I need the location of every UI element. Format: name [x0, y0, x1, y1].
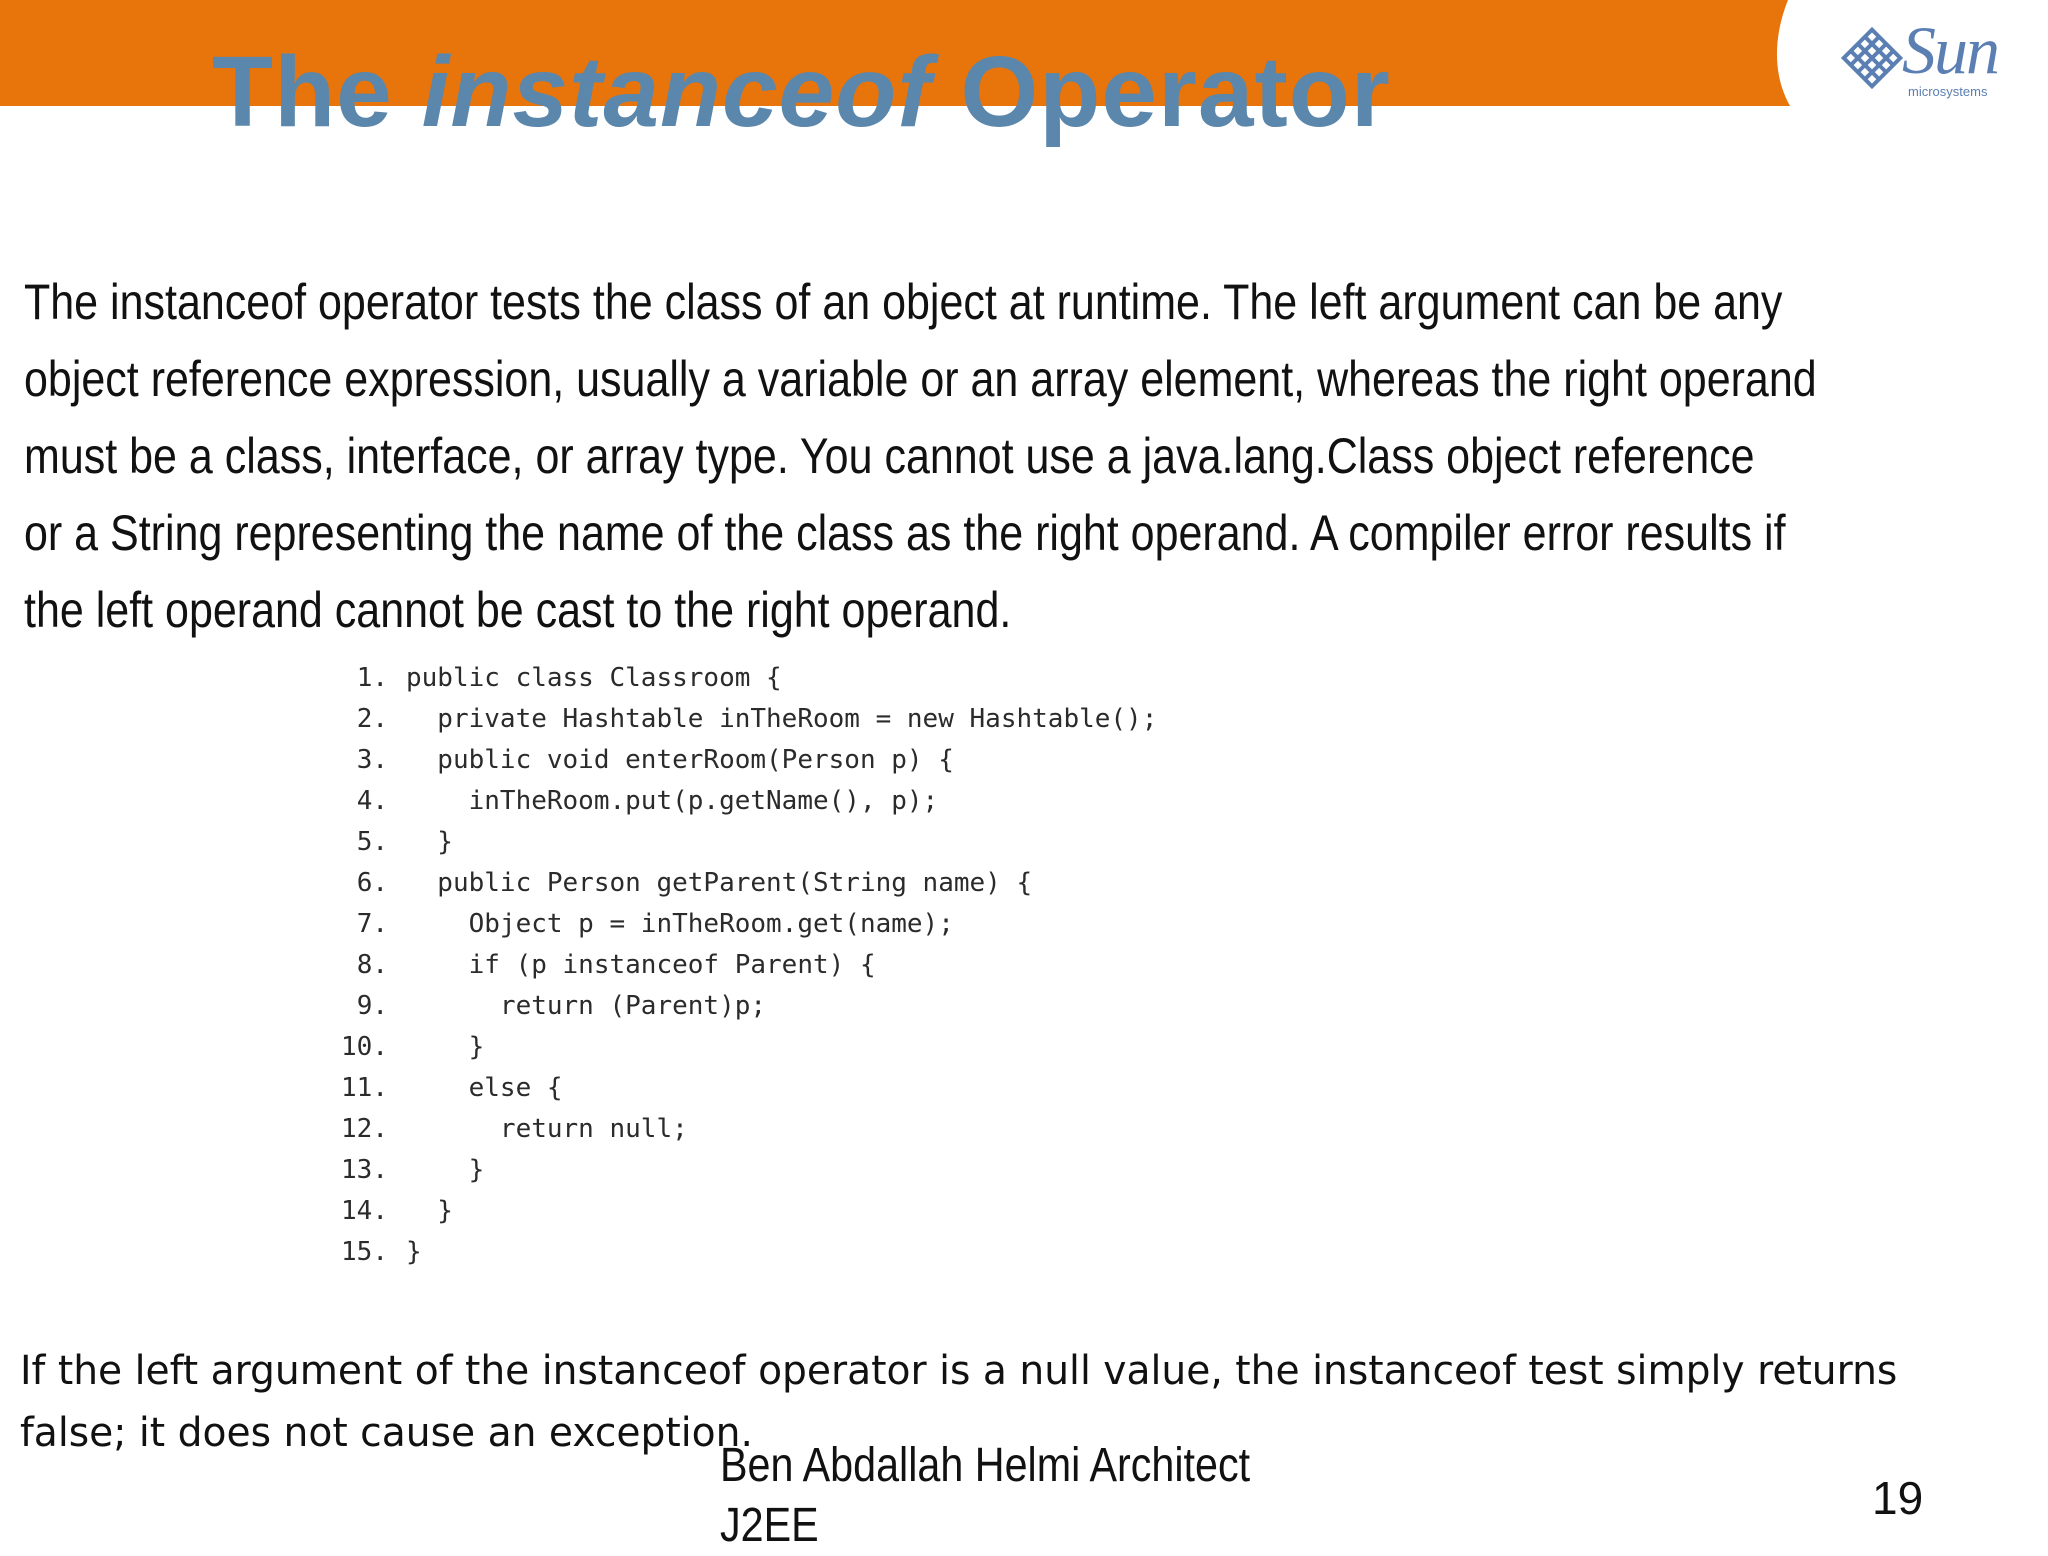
code-line-text: } — [406, 1237, 422, 1267]
code-line-number: 3. — [356, 745, 388, 775]
code-line-number: 8. — [356, 950, 388, 980]
code-line-text: else { — [406, 1073, 563, 1103]
code-line-number: 9. — [356, 991, 388, 1021]
intro-line: the left operand cannot be cast to the right operand. — [24, 582, 1012, 638]
code-line — [336, 699, 1236, 740]
code-line-number: 4. — [356, 786, 388, 816]
note-line: If the left argument of the instanceof operator is a null value, the instanceof test simply returns — [20, 1348, 1898, 1394]
code-line — [336, 822, 1236, 863]
title-keyword: instanceof — [421, 36, 932, 148]
code-line-text: return null; — [406, 1114, 688, 1144]
code-line-number: 7. — [356, 909, 388, 939]
code-line-number: 13. — [341, 1155, 388, 1185]
sun-logo — [1838, 12, 2018, 102]
intro-line: The instanceof operator tests the class of an object at runtime. The left argument can be any — [24, 274, 1783, 330]
intro-line: or a String representing the name of the class as the right operand. A compiler error results if — [24, 505, 1786, 561]
code-line — [336, 986, 1236, 1027]
code-line-number: 5. — [356, 827, 388, 857]
code-line-text: } — [406, 1196, 453, 1226]
logo-wordmark: Sun — [1902, 12, 1998, 88]
code-line-number: 2. — [356, 704, 388, 734]
intro-clip — [0, 255, 2048, 638]
code-line — [336, 1068, 1236, 1109]
code-line — [336, 658, 1236, 699]
code-line — [336, 1191, 1236, 1232]
code-line-text: } — [406, 827, 453, 857]
author-line: Ben Abdallah Helmi Architect — [720, 1439, 1251, 1492]
code-line — [336, 740, 1236, 781]
code-line-text: inTheRoom.put(p.getName(), p); — [406, 786, 939, 816]
code-line-text: private Hashtable inTheRoom = new Hashtable(); — [406, 704, 1158, 734]
code-line — [336, 1150, 1236, 1191]
code-line-text: public class Classroom { — [406, 663, 782, 693]
code-line-text: public void enterRoom(Person p) { — [406, 745, 954, 775]
intro-paragraph — [24, 264, 2024, 649]
code-line-text: return (Parent)p; — [406, 991, 767, 1021]
code-line — [336, 1109, 1236, 1150]
code-line-text: } — [406, 1155, 485, 1185]
intro-line: object reference expression, usually a variable or an array element, whereas the right operand — [24, 351, 1817, 407]
code-line-number: 12. — [341, 1114, 388, 1144]
author-footer — [720, 1436, 1279, 1552]
code-line-text: Object p = inTheRoom.get(name); — [406, 909, 954, 939]
code-line-text: } — [406, 1032, 485, 1062]
sun-diamond-icon — [1838, 24, 1906, 92]
code-line — [336, 1232, 1236, 1273]
code-line-number: 14. — [341, 1196, 388, 1226]
title-prefix: The — [212, 36, 422, 148]
code-line — [336, 1027, 1236, 1068]
code-listing — [336, 658, 1236, 1267]
intro-line: must be a class, interface, or array type. You cannot use a java.lang.Class object reference — [24, 428, 1755, 484]
code-line — [336, 781, 1236, 822]
code-line-number: 15. — [341, 1237, 388, 1267]
code-line — [336, 945, 1236, 986]
code-line — [336, 863, 1236, 904]
slide-title — [212, 32, 1391, 152]
title-suffix: Operator — [931, 36, 1391, 148]
code-line-number: 10. — [341, 1032, 388, 1062]
code-line — [336, 904, 1236, 945]
code-line-number: 11. — [341, 1073, 388, 1103]
code-line-number: 6. — [356, 868, 388, 898]
code-line-text: public Person getParent(String name) { — [406, 868, 1033, 898]
note-line: false; it does not cause an exception. — [20, 1410, 753, 1456]
page-number: 19 — [1872, 1472, 1924, 1524]
code-line-text: if (p instanceof Parent) { — [406, 950, 876, 980]
author-line: J2EE — [720, 1499, 819, 1552]
logo-subtitle: microsystems — [1908, 84, 1988, 99]
code-line-number: 1. — [356, 663, 388, 693]
